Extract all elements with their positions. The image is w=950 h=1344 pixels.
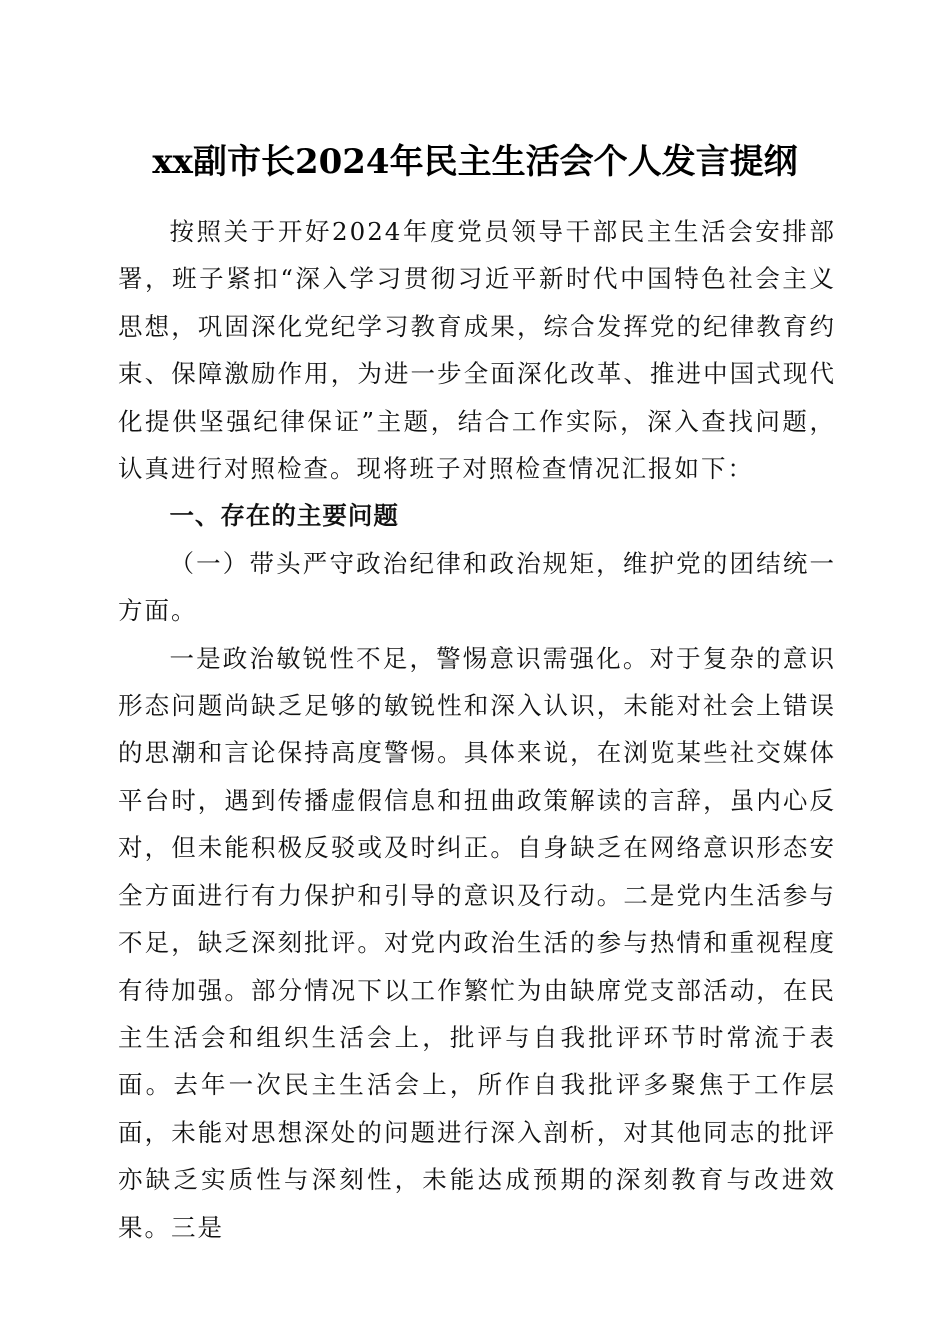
document-title: xx副市长2024年民主生活会个人发言提纲 — [152, 142, 798, 182]
intro-paragraph: 按照关于开好2024年度党员领导干部民主生活会安排部署，班子紧扣“深入学习贯彻习近平新时代中国特色社会主义思想，巩固深化党纪学习教育成果，综合发挥党的纪律教育约束、保障激励作用，为进一步全面深化改革、推进中国式现代化提供坚强纪律保证”主题，结合工作实际，深入查找问题，认真进行对照检查。现将班子对照检查情况汇报如下： — [118, 217, 836, 484]
body-paragraph: 一是政治敏锐性不足，警惕意识需强化。对于复杂的意识形态问题尚缺乏足够的敏锐性和深入认识，未能对社会上错误的思潮和言论保持高度警惕。具体来说，在浏览某些社交媒体平台时，遇到传播虚假信息和扭曲政策解读的言辞，虽内心反对，但未能积极反驳或及时纠正。自身缺乏在网络意识形态安全方面进行有力保护和引导的意识及行动。二是党内生活参与不足，缺乏深刻批评。对党内政治生活的参与热情和重视程度有待加强。部分情况下以工作繁忙为由缺席党支部活动，在民主生活会和组织生活会上，批评与自我批评环节时常流于表面。去年一次民主生活会上，所作自我批评多聚焦于工作层面，未能对思想深处的问题进行深入剖析，对其他同志的批评亦缺乏实质性与深刻性，未能达成预期的深刻教育与改进效果。三是 — [118, 643, 836, 1242]
document-body — [118, 208, 836, 1251]
section-heading: 一、存在的主要问题 — [169, 501, 399, 531]
subsection-heading: （一）带头严守政治纪律和政治规矩，维护党的团结统一方面。 — [118, 548, 836, 626]
